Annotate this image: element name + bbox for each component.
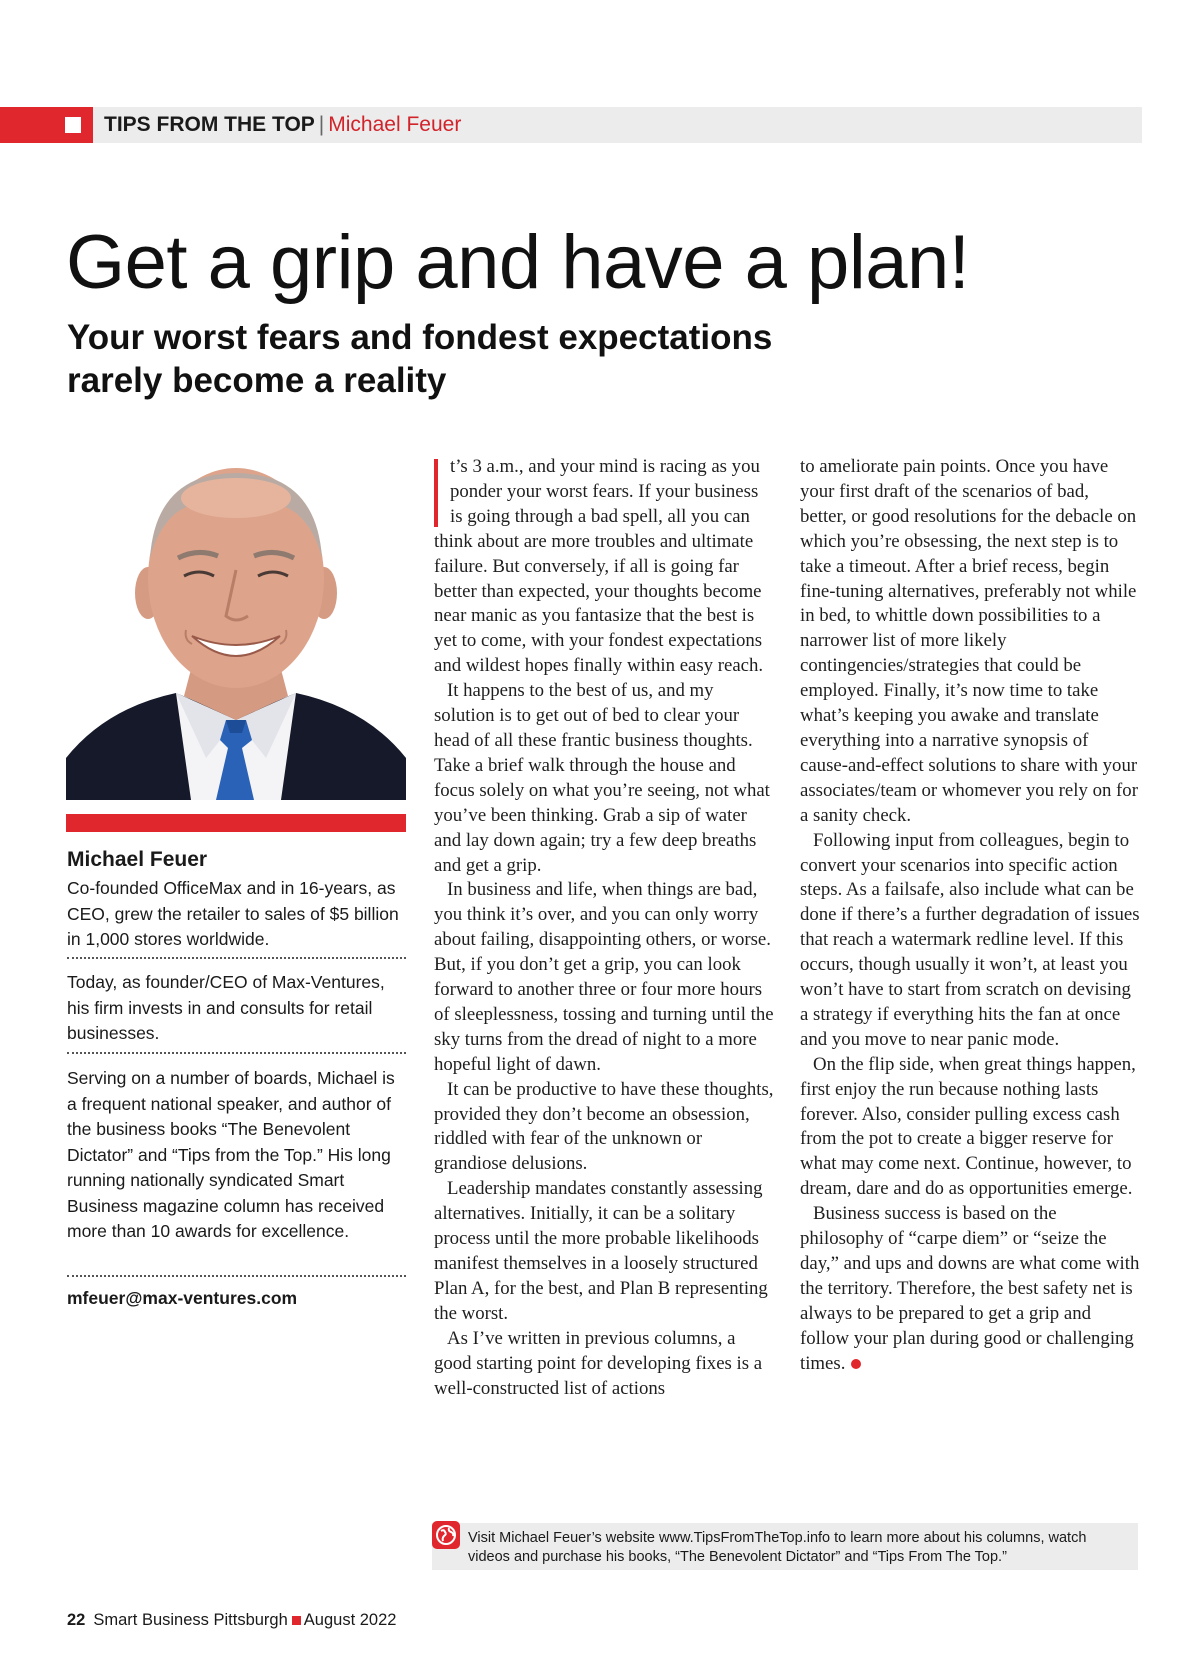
author-portrait: [66, 458, 406, 800]
globe-icon: [432, 1521, 460, 1549]
article-column-1: [434, 455, 774, 1401]
header-text: [104, 112, 461, 138]
section-name: TIPS FROM THE TOP: [104, 113, 315, 136]
end-mark-icon: [851, 1359, 861, 1369]
article-paragraph: to ameliorate pain points. Once you have your first draft of the scenarios of bad, better, or good resolutions for the debacle on which you’re obsessing, the next step is to take a timeout. After a brief recess, begin fine-tuning alternatives, preferably not while in bed, to whittle down possibilities to a narrower list of more likely contingencies/strategies that could be employed. Finally, it’s now time to take what’s keeping you awake and translate everything into a narrative synopsis of cause-and-effect solutions to share with your associates/team or whomever you rely on for a sanity check.: [800, 456, 1138, 826]
publication-name: Smart Business Pittsburgh: [93, 1611, 288, 1629]
dropcap-bar: [434, 459, 438, 527]
portrait-red-rule: [66, 814, 406, 832]
issue-date: August 2022: [303, 1611, 397, 1629]
bio-divider: [67, 1275, 406, 1277]
article-title: Get a grip and have a plan!: [66, 220, 970, 305]
article-paragraph: Business success is based on the philosophy of “carpe diem” or “seize the day,” and ups and downs are what come with the territory. Therefore, the best safety net is always to be prepared to get a grip and follow your plan during good or challenging times.: [800, 1203, 1140, 1374]
website-note-text: Visit Michael Feuer’s website www.TipsFromTheTop.info to learn more about his columns, watch videos and purchase his books, “The Benevolent Dictator” and “Tips From The Top.”: [468, 1530, 1087, 1565]
bio-paragraph-3: Serving on a number of boards, Michael is a frequent national speaker, and author of the business books “The Benevolent Dictator” and “Tips from the Top.” His long running nationally syndicated Smart Business magazine column has received more than 10 awards for excellence.: [67, 1068, 395, 1241]
page-number: 22: [67, 1611, 86, 1629]
article-column-2: [800, 455, 1140, 1377]
article-paragraph: Leadership mandates constantly assessing alternatives. Initially, it can be a solitary process until the more probable likelihoods manifest themselves in a loosely structured Plan A, for the best, and Plan B representing the worst.: [434, 1178, 768, 1324]
article-paragraph: It can be productive to have these thoughts, provided they don’t become an obsession, riddled with fear of the unknown or grandiose delusions.: [434, 1078, 774, 1175]
article-paragraph: It happens to the best of us, and my solution is to get out of bed to clear your head of all these frantic business thoughts. Take a brief walk through the house and focus solely on what you’re seeing, not what you’ve been thinking. Grab a sip of water and lay down again; try a few deep breaths and get a grip.: [434, 680, 770, 876]
bio-email-link[interactable]: mfeuer@max-ventures.com: [67, 1288, 298, 1308]
article-paragraph: t’s 3 a.m., and your mind is racing as you ponder your worst fears. If your business is going through a bad spell, all you can think about are more troubles and ultimate failure. But conversely, if all is going far better than expected, your thoughts become near manic as you fantasize that the best is yet to come, with your fondest expectations and wildest hopes finally within easy reach.: [434, 456, 764, 677]
header-square-icon: [65, 117, 81, 133]
article-paragraph: On the flip side, when great things happen, first enjoy the run because nothing lasts forever. Also, consider pulling excess cash from the pot to create a bigger reserve for what may come next. Continue, however, to dream, dare and do as opportunities emerge.: [800, 1053, 1136, 1200]
header-separator: |: [318, 113, 325, 136]
header-author: Michael Feuer: [328, 113, 462, 136]
portrait-illustration: [66, 458, 406, 800]
bio-divider: [67, 957, 406, 959]
dropcap: [434, 459, 448, 529]
footer-separator-icon: [292, 1616, 301, 1625]
article-paragraph: Following input from colleagues, begin to convert your scenarios into specific action steps. As a failsafe, also include what can be done if there’s a further degradation of issues that reach a watermark redline level. If this occurs, though usually it won’t, at least you won’t have to start from scratch on devising a strategy if everything hits the fan at once and you move to near panic mode.: [800, 829, 1140, 1050]
article-paragraph: In business and life, when things are bad, you think it’s over, and you can only worry about failing, disappointing others, or worse. But, if you don’t get a grip, you can look forward to another three or four more hours of sleeplessness, tossing and turning until the sky turns from the dread of night to a more hopeful light of dawn.: [434, 879, 774, 1075]
bio-paragraph-2: Today, as founder/CEO of Max-Ventures, his firm invests in and consults for retail businesses.: [67, 972, 385, 1043]
bio-paragraph-1: Co-founded OfficeMax and in 16-years, as CEO, grew the retailer to sales of $5 billion in 1,000 stores worldwide.: [67, 878, 399, 949]
article-subtitle: Your worst fears and fondest expectations rarely become a reality: [67, 318, 773, 400]
page-footer: [67, 1611, 396, 1630]
article-paragraph: As I’ve written in previous columns, a good starting point for developing fixes is a well-constructed list of actions: [434, 1327, 763, 1399]
bio-name: Michael Feuer: [67, 848, 208, 871]
bio-divider: [67, 1052, 406, 1054]
